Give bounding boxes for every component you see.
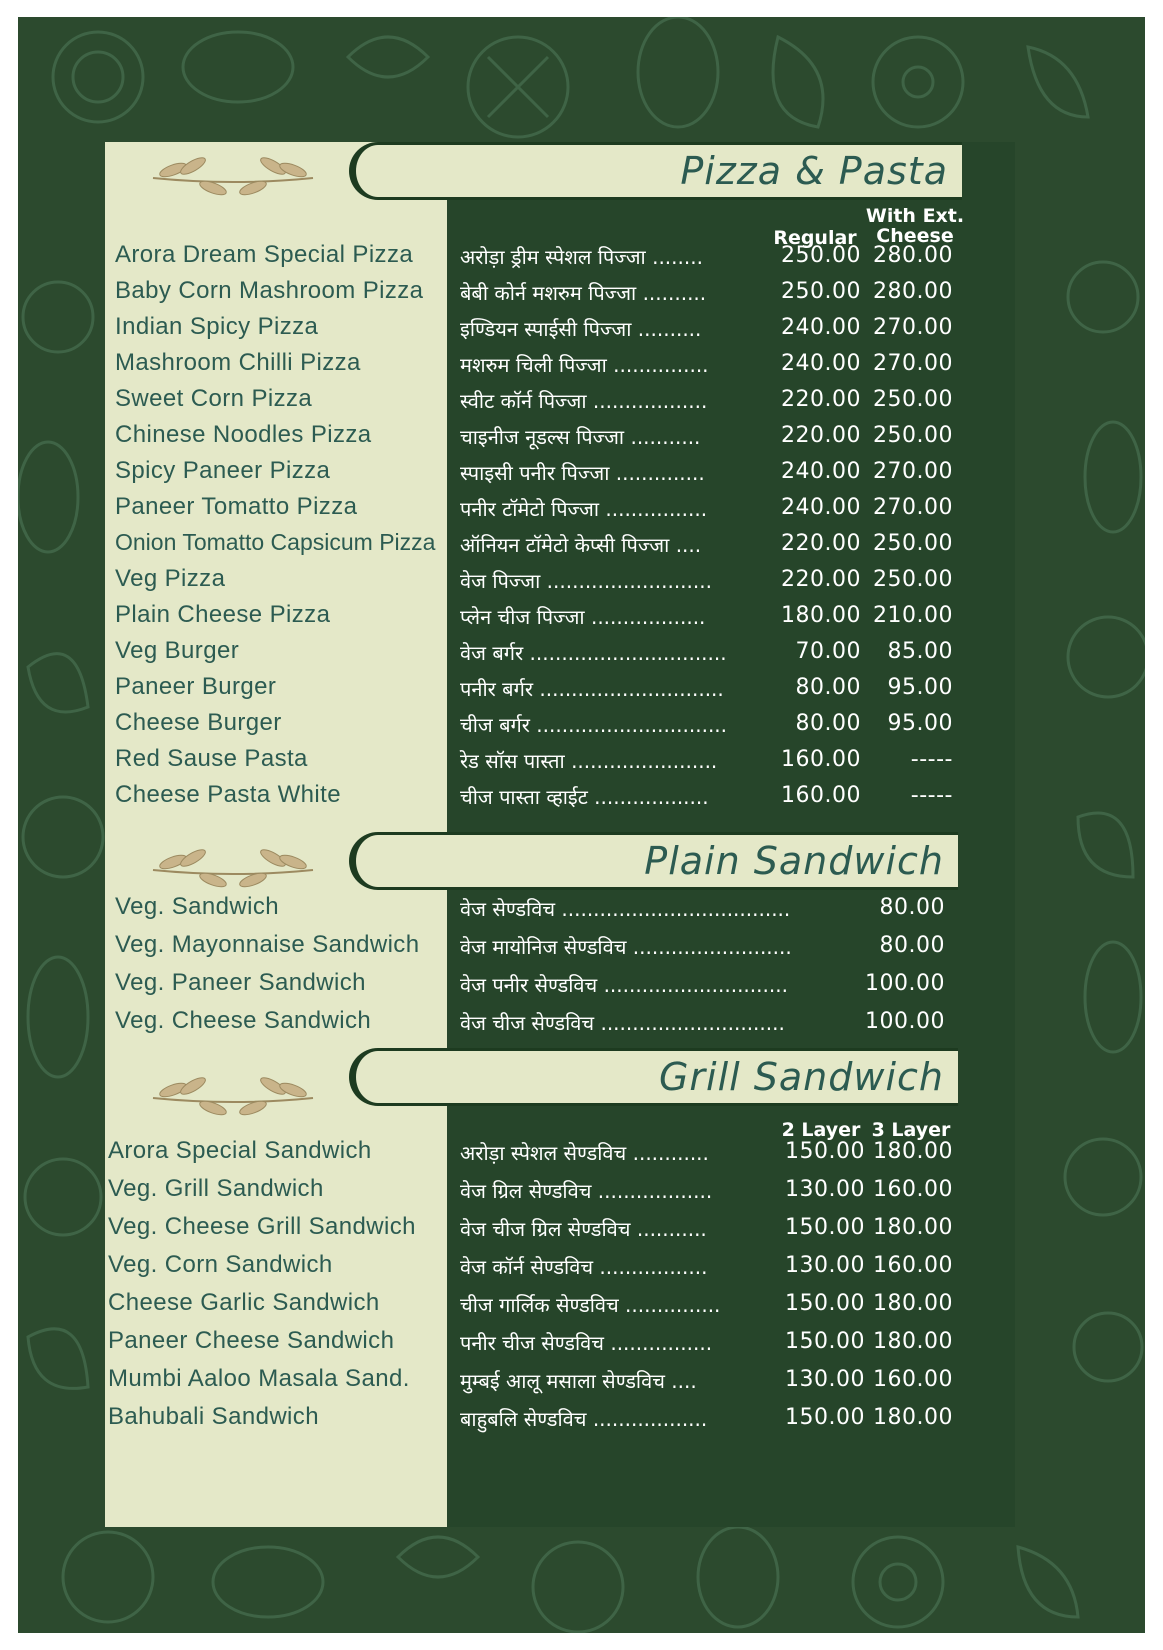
item-name-hi: मुम्बई आलू मसाला सेण्डविच .... (460, 1369, 697, 1393)
price: 100.00 (865, 971, 945, 996)
item-name-hi: वेज ग्रिल सेण्डविच .................. (460, 1179, 713, 1203)
item-name-hi: प्लेन चीज पिज्जा .................. (460, 605, 706, 629)
item-name-en: Cheese Burger (115, 709, 282, 736)
section-title: Pizza & Pasta (680, 149, 948, 193)
item-name-hi: वेज मायोनिज सेण्डविच ......................... (460, 935, 792, 959)
price: 100.00 (865, 1009, 945, 1034)
price-with-cheese: ----- (910, 783, 953, 808)
item-name-hi: इण्डियन स्पाईसी पिज्जा .......... (460, 317, 702, 341)
item-name-en: Mumbi Aaloo Masala Sand. (108, 1365, 410, 1392)
item-name-en: Paneer Burger (115, 673, 277, 700)
item-name-en: Arora Dream Special Pizza (115, 241, 414, 268)
price-3-layer: 180.00 (873, 1139, 953, 1164)
price-2-layer: 130.00 (785, 1367, 865, 1392)
price-with-cheese: 250.00 (873, 567, 953, 592)
price-with-cheese: 270.00 (873, 495, 953, 520)
item-name-en: Sweet Corn Pizza (115, 385, 313, 412)
item-name-hi: चीज पास्ता व्हाईट .................. (460, 785, 709, 809)
section-title: Grill Sandwich (658, 1055, 944, 1099)
price-regular: 180.00 (781, 603, 861, 628)
item-name-hi: वेज चीज सेण्डविच ............................. (460, 1011, 785, 1035)
item-name-hi: मशरुम चिली पिज्जा ............... (460, 353, 709, 377)
item-name-hi: वेज पिज्जा .......................... (460, 569, 712, 593)
item-name-hi: पनीर चीज सेण्डविच ................ (460, 1331, 713, 1355)
item-name-hi: पनीर बर्गर ............................. (460, 677, 724, 701)
price-regular: 240.00 (781, 351, 861, 376)
item-name-hi: पनीर टॉमेटो पिज्जा ................ (460, 497, 708, 521)
price-2-layer: 150.00 (785, 1139, 865, 1164)
item-name-hi: बेबी कोर्न मशरुम पिज्जा .......... (460, 281, 707, 305)
price-3-layer: 180.00 (873, 1215, 953, 1240)
price-with-cheese: ----- (910, 747, 953, 772)
price-regular: 80.00 (795, 675, 861, 700)
price-2-layer: 150.00 (785, 1215, 865, 1240)
price-with-cheese: 95.00 (887, 711, 953, 736)
column-header-regular: Regular (773, 227, 857, 249)
item-name-en: Bahubali Sandwich (108, 1403, 319, 1430)
item-name-en: Cheese Pasta White (115, 781, 341, 808)
price-3-layer: 160.00 (873, 1177, 953, 1202)
item-name-en: Veg. Paneer Sandwich (115, 969, 366, 996)
item-name-en: Arora Special Sandwich (108, 1137, 372, 1164)
price-2-layer: 150.00 (785, 1405, 865, 1430)
item-name-en: Onion Tomatto Capsicum Pizza (115, 529, 436, 555)
item-name-en: Veg Burger (115, 637, 240, 664)
item-name-en: Indian Spicy Pizza (115, 313, 319, 340)
price-3-layer: 160.00 (873, 1367, 953, 1392)
price-regular: 240.00 (781, 315, 861, 340)
price-with-cheese: 270.00 (873, 459, 953, 484)
price-3-layer: 180.00 (873, 1291, 953, 1316)
price-regular: 220.00 (781, 423, 861, 448)
item-name-en: Mashroom Chilli Pizza (115, 349, 361, 376)
column-header-with-ext-cheese: With Ext. Cheese (865, 205, 965, 247)
item-name-hi: वेज बर्गर ............................... (460, 641, 727, 665)
price-with-cheese: 95.00 (887, 675, 953, 700)
item-name-en: Veg. Grill Sandwich (108, 1175, 324, 1202)
item-name-en: Cheese Garlic Sandwich (108, 1289, 380, 1316)
item-name-hi: अरोड़ा ड्रीम स्पेशल पिज्जा ........ (460, 245, 703, 269)
price-2-layer: 130.00 (785, 1177, 865, 1202)
price-3-layer: 180.00 (873, 1329, 953, 1354)
price-with-cheese: 250.00 (873, 387, 953, 412)
item-name-en: Spicy Paneer Pizza (115, 457, 331, 484)
price-2-layer: 130.00 (785, 1253, 865, 1278)
price-regular: 250.00 (781, 279, 861, 304)
section-title: Plain Sandwich (644, 839, 944, 883)
price: 80.00 (879, 933, 945, 958)
item-name-hi: अरोड़ा स्पेशल सेण्डविच ............ (460, 1141, 709, 1165)
item-name-hi: वेज कॉर्न सेण्डविच ................. (460, 1255, 708, 1279)
section-banner-pizza-pasta (349, 142, 962, 200)
column-header-3-layer: 3 Layer (871, 1119, 951, 1141)
gold-leaf-ornament (133, 150, 333, 200)
price-2-layer: 150.00 (785, 1291, 865, 1316)
item-name-hi: ऑनियन टॉमेटो केप्सी पिज्जा .... (460, 533, 702, 557)
gold-leaf-ornament (133, 842, 333, 892)
item-name-hi: बाहुबलि सेण्डविच .................. (460, 1407, 708, 1431)
price-with-cheese: 280.00 (873, 279, 953, 304)
item-name-hi: रेड सॉस पास्ता ....................... (460, 749, 718, 773)
item-name-en: Paneer Cheese Sandwich (108, 1327, 395, 1354)
price-regular: 220.00 (781, 387, 861, 412)
item-name-en: Veg Pizza (115, 565, 226, 592)
price-regular: 240.00 (781, 459, 861, 484)
price-regular: 250.00 (781, 243, 861, 268)
price-with-cheese: 280.00 (873, 243, 953, 268)
menu-panel (105, 142, 1015, 1527)
item-name-hi: वेज सेण्डविच .................................... (460, 897, 791, 921)
column-header-2-layer: 2 Layer (781, 1119, 861, 1141)
item-name-en: Veg. Corn Sandwich (108, 1251, 333, 1278)
item-name-hi: चीज बर्गर .............................. (460, 713, 728, 737)
section-banner-grill-sandwich (349, 1048, 958, 1106)
price-3-layer: 160.00 (873, 1253, 953, 1278)
price-with-cheese: 270.00 (873, 351, 953, 376)
gold-leaf-ornament (133, 1070, 333, 1120)
item-name-hi: वेज चीज ग्रिल सेण्डविच ........... (460, 1217, 707, 1241)
item-name-en: Veg. Sandwich (115, 893, 279, 920)
item-name-hi: स्पाइसी पनीर पिज्जा .............. (460, 461, 705, 485)
price-regular: 160.00 (781, 747, 861, 772)
price: 80.00 (879, 895, 945, 920)
price-2-layer: 150.00 (785, 1329, 865, 1354)
price-regular: 80.00 (795, 711, 861, 736)
price-regular: 240.00 (781, 495, 861, 520)
item-name-hi: चाइनीज नूडल्स पिज्जा ........... (460, 425, 701, 449)
price-with-cheese: 250.00 (873, 531, 953, 556)
price-with-cheese: 250.00 (873, 423, 953, 448)
item-name-en: Chinese Noodles Pizza (115, 421, 372, 448)
price-with-cheese: 210.00 (873, 603, 953, 628)
price-with-cheese: 270.00 (873, 315, 953, 340)
item-name-en: Baby Corn Mashroom Pizza (115, 277, 424, 304)
price-3-layer: 180.00 (873, 1405, 953, 1430)
item-name-en: Veg. Mayonnaise Sandwich (115, 931, 420, 958)
item-name-hi: स्वीट कॉर्न पिज्जा .................. (460, 389, 708, 413)
item-name-en: Veg. Cheese Grill Sandwich (108, 1213, 416, 1240)
item-name-hi: चीज गार्लिक सेण्डविच ............... (460, 1293, 721, 1317)
item-name-en: Veg. Cheese Sandwich (115, 1007, 372, 1034)
item-name-hi: वेज पनीर सेण्डविच ............................. (460, 973, 788, 997)
price-regular: 70.00 (795, 639, 861, 664)
price-regular: 160.00 (781, 783, 861, 808)
item-name-en: Plain Cheese Pizza (115, 601, 331, 628)
price-regular: 220.00 (781, 567, 861, 592)
price-regular: 220.00 (781, 531, 861, 556)
menu-board (18, 17, 1145, 1633)
price-with-cheese: 85.00 (887, 639, 953, 664)
item-name-en: Red Sause Pasta (115, 745, 308, 772)
section-banner-plain-sandwich (349, 832, 958, 890)
item-name-en: Paneer Tomatto Pizza (115, 493, 358, 520)
